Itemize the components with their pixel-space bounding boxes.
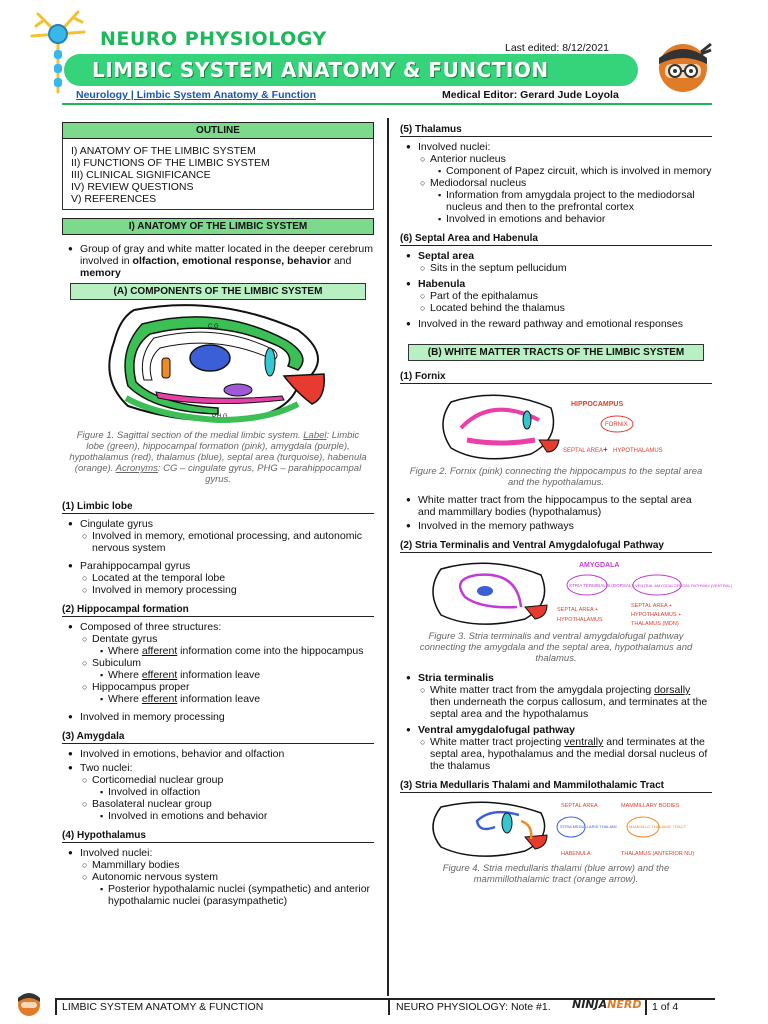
footer-note: NEURO PHYSIOLOGY: Note #1. xyxy=(396,1001,551,1013)
list-item: ● Two nuclei: ○ Corticomedial nuclear group ▪ Involved in olfaction ○ Basolateral nuclear group ▪ Involved in emotions and behavior xyxy=(62,762,374,822)
list-item: ● Involved in memory processing xyxy=(62,711,374,723)
figure-4-stria-medullaris xyxy=(421,797,695,863)
outline-item[interactable]: III) CLINICAL SIGNIFICANCE xyxy=(71,169,211,181)
label-mammillary: MAMMILLARY BODIES xyxy=(621,803,680,809)
list-item: ○ Dentate gyrus ▪ Where afferent information come into the hippocampus xyxy=(62,633,374,657)
amygdala-heading: (3) Amygdala xyxy=(62,731,374,744)
septal-area-shape xyxy=(265,348,275,376)
ninja-mascot-icon xyxy=(655,38,711,94)
page-header xyxy=(0,0,768,110)
outline-item[interactable]: V) REFERENCES xyxy=(71,193,157,205)
outline-item[interactable]: I) ANATOMY OF THE LIMBIC SYSTEM xyxy=(71,145,256,157)
figure-2-caption: Figure 2. Fornix (pink) connecting the hippocampus to the septal area and the hypothalamus. xyxy=(409,466,703,488)
subject-title: NEURO PHYSIOLOGY xyxy=(100,28,327,50)
list-item: ○ Located at the temporal lobe xyxy=(62,572,374,584)
amygdala-list xyxy=(62,748,374,822)
list-item: ▪ Where afferent information come into the hippocampus xyxy=(62,645,374,657)
list-item: ○ Sits in the septum pellucidum xyxy=(400,262,712,274)
stria-terminalis-heading: (2) Stria Terminalis and Ventral Amygdalofugal Pathway xyxy=(400,540,712,553)
list-item: ▪ Involved in emotions and behavior xyxy=(62,810,374,822)
components-heading: (A) COMPONENTS OF THE LIMBIC SYSTEM xyxy=(70,283,366,300)
page-footer xyxy=(0,996,768,1024)
amygdala-shape xyxy=(224,384,252,396)
footer-bar xyxy=(645,999,647,1015)
label-habenula: HABENULA xyxy=(561,851,591,857)
label-cg: C.G xyxy=(208,324,219,330)
label-fornix: FORNIX xyxy=(605,422,628,428)
label-septal: SEPTAL AREA xyxy=(561,803,598,809)
list-item: ● Cingulate gyrus ○ Involved in memory, emotional processing, and autonomic nervous system xyxy=(62,518,374,554)
list-item: ▪ Involved in emotions and behavior xyxy=(400,213,712,225)
label-thalamus: THALAMUS (MDN) xyxy=(631,621,679,627)
list-item: ▪ Involved in olfaction xyxy=(62,786,374,798)
list-item: ○ Subiculum ▪ Where efferent information leave xyxy=(62,657,374,681)
list-item: ○ Basolateral nuclear group ▪ Involved in emotions and behavior xyxy=(62,798,374,822)
thalamus-shape xyxy=(190,345,230,371)
outline-heading: OUTLINE xyxy=(62,122,374,139)
footer-topic: LIMBIC SYSTEM ANATOMY & FUNCTION xyxy=(62,1001,264,1013)
list-item: ○ Located behind the thalamus xyxy=(400,302,712,314)
list-item: ● Group of gray and white matter located in the deeper cerebrum involved in olfaction, emotional response, behavior and memory xyxy=(62,243,374,279)
label-stria-box: STRIA TERMINALIS (DORSAL) xyxy=(569,583,633,588)
list-item: ● Parahippocampal gyrus ○ Located at the temporal lobe ○ Involved in memory processing xyxy=(62,560,374,596)
list-item: ▪ Information from amygdala project to the mediodorsal nucleus and then to the prefrontal cortex xyxy=(400,189,712,213)
label-thalamus: THALAMUS (ANTERIOR NU) xyxy=(621,851,695,857)
list-item: ○ Involved in memory, emotional processing, and autonomic nervous system xyxy=(62,530,374,554)
label-plus: + xyxy=(603,445,608,454)
fornix-list xyxy=(400,494,712,532)
right-column xyxy=(400,124,733,885)
outline-item[interactable]: II) FUNCTIONS OF THE LIMBIC SYSTEM xyxy=(71,157,270,169)
list-item: ▪ Where efferent information leave xyxy=(62,669,374,681)
list-item: ● Involved nuclei: ○ Mammillary bodies ○ Autonomic nervous system ▪ Posterior hypothalamic nuclei (sympathetic) and anterior hypothalamic nuclei (parasympathetic) xyxy=(62,847,374,907)
list-item: ○ Autonomic nervous system ▪ Posterior hypothalamic nuclei (sympathetic) and anterior hypothalamic nuclei (parasympathetic) xyxy=(62,871,374,907)
limbic-lobe-heading: (1) Limbic lobe xyxy=(62,501,374,514)
label-hypothalamus: HYPOTHALAMUS xyxy=(557,617,603,623)
anatomy-intro xyxy=(62,243,374,279)
figure-3-caption: Figure 3. Stria terminalis and ventral amygdalofugal pathway connecting the amygdala and the septal area, hypothalamus and thalamus. xyxy=(419,631,693,664)
list-item: ○ Mediodorsal nucleus ▪ Information from amygdala project to the mediodorsal nucleus and then to the prefrontal cortex ▪ Involved in emotions and behavior xyxy=(400,177,712,225)
list-item: ○ Mammillary bodies xyxy=(62,859,374,871)
label-phg: P.H.G xyxy=(212,414,228,420)
header-divider xyxy=(62,103,712,105)
ninja-footer-icon xyxy=(14,990,44,1018)
column-divider xyxy=(387,118,389,996)
label-amygdala: AMYGDALA xyxy=(579,562,620,569)
label-hippocampus: HIPPOCAMPUS xyxy=(571,401,624,408)
last-edited: Last edited: 8/12/2021 xyxy=(505,42,609,54)
ninja-nerd-logo: NINJANERD xyxy=(572,998,642,1011)
page-number: 1 of 4 xyxy=(652,1001,679,1013)
footer-bar xyxy=(388,999,390,1015)
figure-2-fornix xyxy=(431,388,681,466)
label-hypothalamus: HYPOTHALAMUS xyxy=(613,448,663,454)
list-item: ○ White matter tract from the amygdala projecting dorsally then underneath the corpus callosum, and terminates at the septal area and the hypothalamus xyxy=(400,684,712,720)
septal-list xyxy=(400,250,712,330)
list-item: ▪ Component of Papez circuit, which is involved in memory xyxy=(400,165,712,177)
hippocampal-list xyxy=(62,621,374,723)
list-item: ● Involved in emotions, behavior and olfaction xyxy=(62,748,374,760)
medical-editor: Medical Editor: Gerard Jude Loyola xyxy=(442,89,619,101)
list-item: ● Habenula ○ Part of the epithalamus ○ Located behind the thalamus xyxy=(400,278,712,314)
list-item: ● Involved nuclei: ○ Anterior nucleus ▪ Component of Papez circuit, which is involved in memory ○ Mediodorsal nucleus ▪ Information from amygdala project to the mediodorsal nucleus and then to the prefrontal cortex ▪ Involved in emotions and behavior xyxy=(400,141,712,225)
hypothalamus-heading: (4) Hypothalamus xyxy=(62,830,374,843)
list-item: ● Septal area ○ Sits in the septum pellucidum xyxy=(400,250,712,274)
anatomy-heading: I) ANATOMY OF THE LIMBIC SYSTEM xyxy=(62,218,374,235)
left-column xyxy=(62,122,374,909)
list-item: ▪ Posterior hypothalamic nuclei (sympathetic) and anterior hypothalamic nuclei (parasympathetic) xyxy=(62,883,374,907)
stria-medullaris-heading: (3) Stria Medullaris Thalami and Mammilothalamic Tract xyxy=(400,780,712,793)
limbic-lobe-list xyxy=(62,518,374,596)
white-matter-heading: (B) WHITE MATTER TRACTS OF THE LIMBIC SYSTEM xyxy=(408,344,704,361)
label-smt: STRIA MEDULLARIS THALAMI xyxy=(560,824,617,829)
label-septal-2: SEPTAL AREA + xyxy=(631,603,673,609)
hypothalamus-list xyxy=(62,847,374,907)
list-item: ● Involved in the reward pathway and emotional responses xyxy=(400,318,712,330)
label-vap-box: VENTRAL AMYGDALOFUGAL PATHWAY (VENTRAL) xyxy=(635,583,733,588)
list-item: ● Stria terminalis ○ White matter tract from the amygdala projecting dorsally then underneath the corpus callosum, and terminates at the septal area and the hypothalamus xyxy=(400,672,712,720)
figure-3-stria-terminalis xyxy=(421,557,733,631)
list-item: ○ Involved in memory processing xyxy=(62,584,374,596)
figure-1-caption: Figure 1. Sagittal section of the medial limbic system. Label: Limbic lobe (green), hippocampal formation (pink), amygdala (purple), hypothalamus (red), thalamus (blue), septal area (turquoise), habenula (orange). Acronyms: CG – cingulate gyrus, PHG – parahippocampal gyrus. xyxy=(69,430,367,485)
septal-heading: (6) Septal Area and Habenula xyxy=(400,233,712,246)
list-item: ○ Part of the epithalamus xyxy=(400,290,712,302)
label-septal: SEPTAL AREA + xyxy=(557,607,599,613)
list-item: ○ Hippocampus proper ▪ Where efferent information leave xyxy=(62,681,374,705)
hippocampal-heading: (2) Hippocampal formation xyxy=(62,604,374,617)
stria-list xyxy=(400,672,712,772)
label-septal: SEPTAL AREA xyxy=(563,448,604,454)
list-item: ● Involved in the memory pathways xyxy=(400,520,712,532)
footer-bar xyxy=(55,999,57,1015)
outline-item[interactable]: IV) REVIEW QUESTIONS xyxy=(71,181,194,193)
thalamus-list xyxy=(400,141,712,225)
label-hypothalamus-2: HYPOTHALAMUS + xyxy=(631,612,682,618)
outline-list xyxy=(62,139,374,210)
list-item: ○ Corticomedial nuclear group ▪ Involved in olfaction xyxy=(62,774,374,798)
page-title: LIMBIC SYSTEM ANATOMY & FUNCTION xyxy=(92,58,549,82)
list-item: ○ White matter tract projecting ventrally and terminates at the septal area, hypothalamus and the medial dorsal nucleus of the thalamus xyxy=(400,736,712,772)
list-item: ● Composed of three structures: ○ Dentate gyrus ▪ Where afferent information come into the hippocampus ○ Subiculum ▪ Where efferent information leave ○ Hippocampus proper ▪ Where efferent information leave xyxy=(62,621,374,705)
thalamus-heading: (5) Thalamus xyxy=(400,124,712,137)
list-item: ● Ventral amygdalofugal pathway ○ White matter tract projecting ventrally and terminates at the septal area, hypothalamus and the medial dorsal nucleus of the thalamus xyxy=(400,724,712,772)
figure-4-caption: Figure 4. Stria medullaris thalami (blue arrow) and the mammillothalamic tract (orange arrow). xyxy=(442,863,670,885)
fornix-heading: (1) Fornix xyxy=(400,371,712,384)
list-item: ○ Anterior nucleus ▪ Component of Papez circuit, which is involved in memory xyxy=(400,153,712,177)
habenula-shape xyxy=(162,358,170,378)
figure-1-limbic-section xyxy=(98,300,338,430)
label-mtt: MAMMILLO THALAMIC TRACT xyxy=(629,824,686,829)
breadcrumb-link[interactable]: Neurology | Limbic System Anatomy & Function xyxy=(76,89,316,101)
list-item: ▪ Where efferent information leave xyxy=(62,693,374,705)
list-item: ● White matter tract from the hippocampus to the septal area and mammillary bodies (hypothalamus) xyxy=(400,494,712,518)
